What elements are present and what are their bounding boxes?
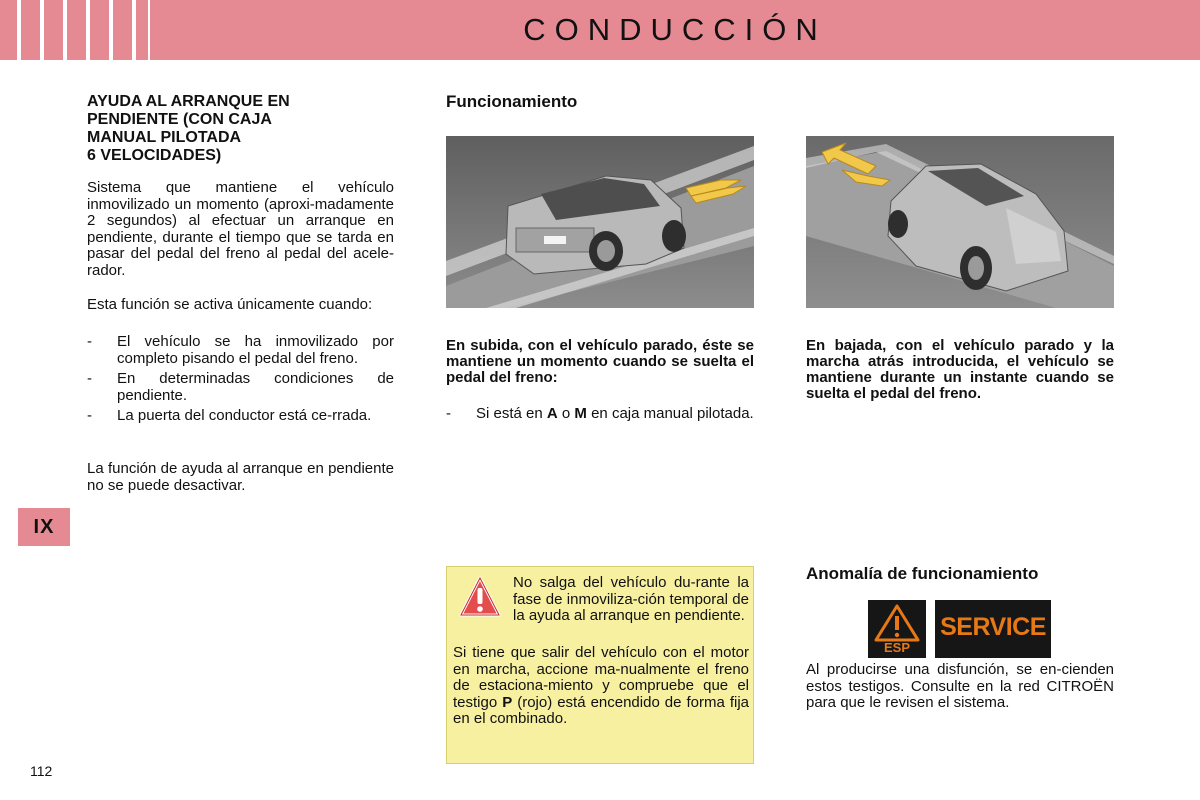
closing-paragraph: La función de ayuda al arranque en pendiente no se puede desactivar. bbox=[87, 460, 394, 494]
service-label: SERVICE bbox=[940, 613, 1046, 641]
activation-intro: Esta función se activa únicamente cuando: bbox=[87, 296, 373, 313]
section-title-line: PENDIENTE (CON CAJA bbox=[87, 111, 272, 128]
uphill-caption: En subida, con el vehículo parado, éste se mantiene un momento cuando se suelta el pedal del freno: bbox=[446, 337, 754, 386]
warning-triangle-icon bbox=[459, 575, 501, 619]
service-warning-icon bbox=[935, 600, 1051, 658]
esp-label: ESP bbox=[883, 640, 910, 655]
warning-body: Si tiene que salir del vehículo con el motor en marcha, accione ma-nualmente el freno de estaciona-miento y compruebe que el testigo P (rojo) está encendido de forma fija en el combinado. bbox=[453, 644, 749, 727]
list-item: - La puerta del conductor está ce-rrada. bbox=[87, 407, 372, 424]
section-title bbox=[87, 93, 387, 165]
list-item: - Si está en A o M en caja manual pilotada. bbox=[446, 405, 754, 422]
anomaly-heading: Anomalía de funcionamiento bbox=[806, 564, 1039, 583]
chapter-tab: IX bbox=[18, 508, 70, 546]
list-item: - El vehículo se ha inmovilizado por completo pisando el pedal del freno. bbox=[87, 333, 394, 367]
page-number: 112 bbox=[30, 763, 53, 779]
operation-heading: Funcionamiento bbox=[446, 92, 578, 111]
downhill-car-photo bbox=[806, 136, 1114, 308]
warning-lead: No salga del vehículo du-rante la fase de inmoviliza-ción temporal de la ayuda al arranque en pendiente. bbox=[513, 574, 749, 624]
intro-paragraph: Sistema que mantiene el vehículo inmovilizado un momento (aproxi-madamente 2 segundos) al efectuar un arranque en pendiente, durante el tiempo que se tarda en pasar del pedal del freno al pedal del acele-rador. bbox=[87, 179, 394, 279]
uphill-car-photo bbox=[446, 136, 754, 308]
list-item: - En determinadas condiciones de pendiente. bbox=[87, 370, 394, 404]
gearbox-bullet bbox=[446, 406, 754, 427]
header-stripes bbox=[0, 0, 148, 60]
conditions-list bbox=[87, 334, 394, 429]
warning-box bbox=[446, 566, 754, 764]
downhill-caption: En bajada, con el vehículo parado y la marcha atrás introducida, el vehículo se mantiene durante un instante cuando se suelta el pedal del freno. bbox=[806, 337, 1114, 402]
page-title: CONDUCCIÓN bbox=[523, 12, 827, 47]
esp-warning-icon bbox=[868, 600, 926, 658]
section-title-line: AYUDA AL ARRANQUE EN bbox=[87, 93, 290, 110]
section-title-line: MANUAL PILOTADA bbox=[87, 129, 242, 146]
section-title-line: 6 VELOCIDADES) bbox=[87, 147, 222, 164]
anomaly-text: Al producirse una disfunción, se en-cienden estos testigos. Consulte en la red CITROËN para que le revisen el sistema. bbox=[806, 661, 1114, 711]
